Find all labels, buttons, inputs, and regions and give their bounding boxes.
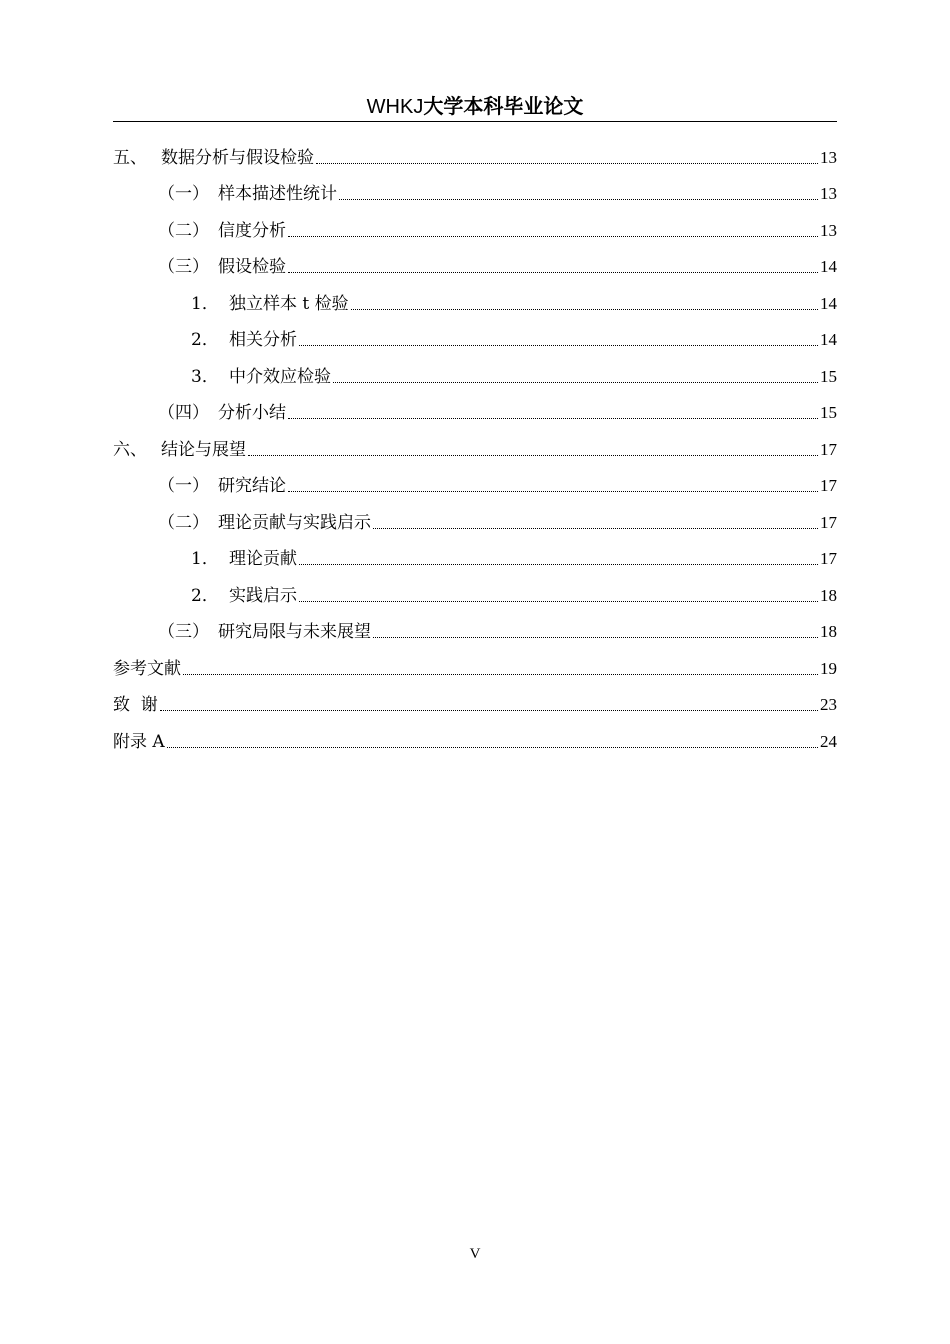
- toc-entry[interactable]: [113, 425, 837, 462]
- toc-entry[interactable]: [113, 498, 837, 535]
- toc-entry-page: 17: [820, 549, 837, 568]
- toc-entry[interactable]: [113, 717, 837, 754]
- toc-entry[interactable]: [113, 133, 837, 170]
- toc-leader-dots: [288, 491, 818, 492]
- toc-entry[interactable]: [113, 462, 837, 499]
- toc-entry-page: 15: [820, 366, 837, 386]
- page-number: V: [469, 1246, 481, 1262]
- toc-entry-title: 独立样本 t 检验: [229, 293, 349, 314]
- toc-leader-dots: [288, 236, 818, 237]
- toc-leader-dots: [299, 601, 818, 602]
- toc-entry[interactable]: [113, 644, 837, 681]
- toc-entry-number: 1．: [191, 549, 219, 569]
- toc-entry-number: （一）: [158, 184, 209, 204]
- toc-entry[interactable]: [113, 571, 837, 608]
- header-school-code: WHKJ: [366, 96, 424, 118]
- toc-leader-dots: [167, 747, 818, 748]
- toc-entry[interactable]: [113, 389, 837, 426]
- toc-entry-number: 2．: [191, 330, 219, 350]
- toc-entry[interactable]: [113, 170, 837, 207]
- toc-entry[interactable]: [113, 352, 837, 389]
- toc-entry-page: 13: [820, 220, 837, 240]
- toc-entry-title: 数据分析与假设检验: [161, 147, 314, 168]
- toc-entry[interactable]: [113, 279, 837, 316]
- toc-entry[interactable]: [113, 608, 837, 645]
- toc-entry-page: 18: [820, 622, 837, 641]
- toc-entry-page: 13: [820, 184, 837, 203]
- toc-entry-number: （一）: [158, 476, 209, 496]
- toc-entry-number: （三）: [158, 257, 209, 277]
- toc-entry-number: （二）: [158, 220, 209, 241]
- toc-entry[interactable]: [113, 681, 837, 718]
- toc-entry-title: 相关分析: [229, 330, 297, 350]
- toc-entry-title: 结论与展望: [161, 439, 246, 460]
- toc-leader-dots: [373, 637, 818, 638]
- header-title: 大学本科毕业论文: [423, 94, 584, 118]
- toc-entry-page: 14: [820, 330, 837, 349]
- toc-entry-page: 19: [820, 658, 837, 678]
- toc-entry-number: 1．: [191, 293, 219, 314]
- toc-entry-number: 五、: [113, 147, 147, 168]
- toc-leader-dots: [183, 674, 818, 675]
- toc-entry-title: 致 谢: [113, 695, 158, 715]
- toc-leader-dots: [339, 199, 818, 200]
- toc-entry-page: 17: [820, 512, 837, 532]
- toc-entry-title: 理论贡献: [229, 549, 297, 569]
- toc-leader-dots: [316, 163, 818, 164]
- toc-entry-title: 信度分析: [218, 220, 286, 241]
- page-header: [113, 93, 837, 120]
- table-of-contents: [113, 133, 837, 754]
- toc-entry-number: （四）: [158, 403, 209, 423]
- toc-leader-dots: [288, 272, 818, 273]
- toc-entry-page: 18: [820, 585, 837, 605]
- toc-leader-dots: [248, 455, 818, 456]
- toc-entry-title: 参考文献: [113, 658, 181, 679]
- toc-entry[interactable]: [113, 206, 837, 243]
- toc-entry-number: （二）: [158, 512, 209, 533]
- toc-entry-title: 研究局限与未来展望: [218, 622, 371, 642]
- toc-entry-number: 3．: [191, 366, 219, 387]
- toc-leader-dots: [333, 382, 818, 383]
- toc-entry-page: 24: [820, 731, 837, 751]
- toc-leader-dots: [373, 528, 818, 529]
- toc-entry-page: 17: [820, 439, 837, 459]
- toc-entry-title: 实践启示: [229, 585, 297, 606]
- toc-entry[interactable]: [113, 243, 837, 280]
- toc-entry-title: 假设检验: [218, 257, 286, 277]
- toc-entry-number: （三）: [158, 622, 209, 642]
- toc-leader-dots: [299, 564, 818, 565]
- toc-leader-dots: [351, 309, 818, 310]
- toc-entry-page: 17: [820, 476, 837, 495]
- toc-entry-title: 研究结论: [218, 476, 286, 496]
- toc-entry-title: 中介效应检验: [229, 366, 331, 387]
- toc-entry-page: 15: [820, 403, 837, 422]
- toc-entry-page: 14: [820, 257, 837, 276]
- toc-leader-dots: [288, 418, 818, 419]
- toc-entry-title: 样本描述性统计: [218, 184, 337, 204]
- toc-entry-number: 六、: [113, 439, 147, 460]
- toc-entry-page: 14: [820, 293, 837, 313]
- toc-leader-dots: [160, 710, 818, 711]
- toc-entry-title: 分析小结: [218, 403, 286, 423]
- toc-entry[interactable]: [113, 535, 837, 572]
- toc-entry-title: 附录 A: [113, 731, 165, 752]
- toc-entry-page: 13: [820, 147, 837, 167]
- toc-leader-dots: [299, 345, 818, 346]
- toc-entry-title: 理论贡献与实践启示: [218, 512, 371, 533]
- toc-entry[interactable]: [113, 316, 837, 353]
- toc-entry-page: 23: [820, 695, 837, 714]
- header-rule: [113, 121, 837, 122]
- toc-entry-number: 2．: [191, 585, 219, 606]
